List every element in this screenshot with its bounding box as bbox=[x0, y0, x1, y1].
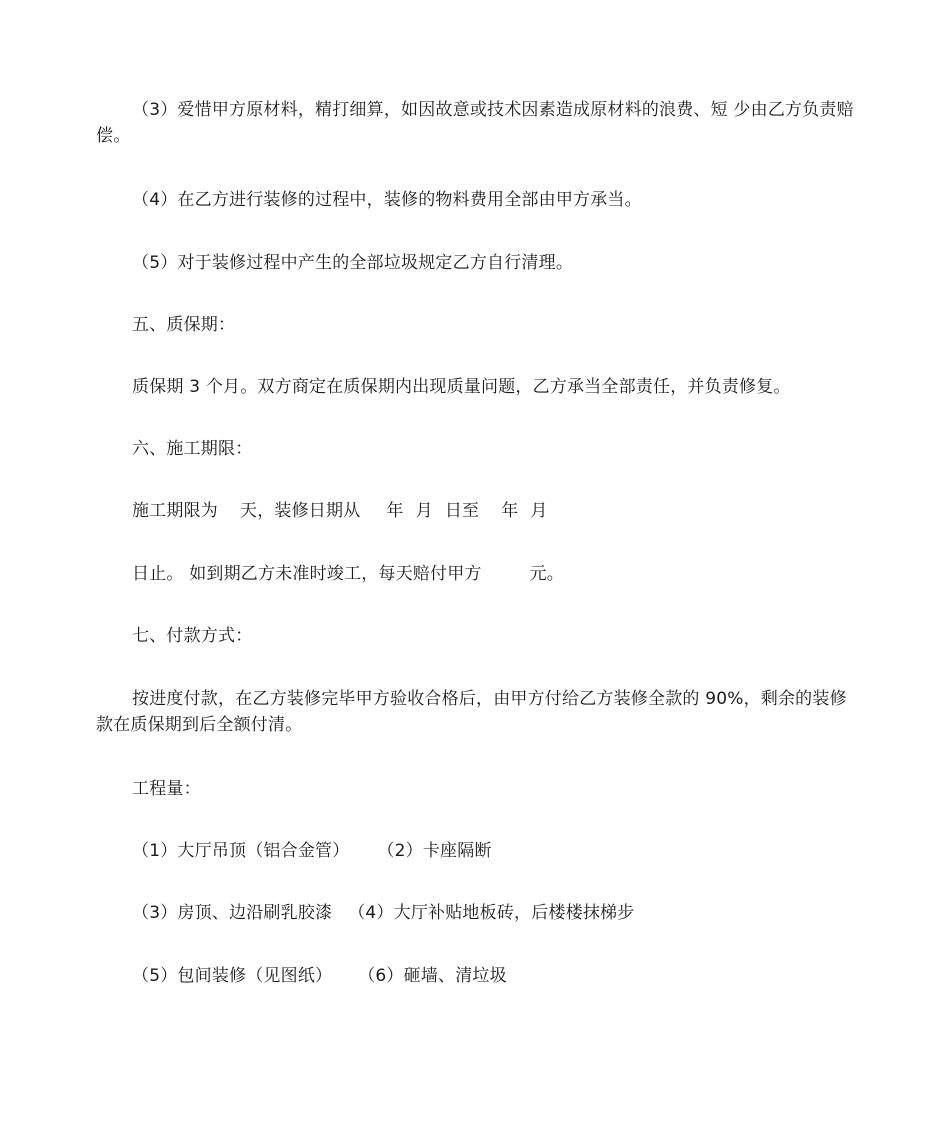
end-year-label: 年 bbox=[501, 501, 519, 521]
work-item-6: （6）砸墙、清垃圾 bbox=[358, 966, 507, 986]
construction-period-label: 施工期限为 bbox=[132, 501, 218, 521]
work-item-1: （1）大厅吊顶（铝合金管） bbox=[132, 841, 350, 861]
clause-item-3: （3）爱惜甲方原材料，精打细算，如因故意或技术因素造成原材料的浪费、短 少由乙方负责赔偿。 bbox=[96, 100, 854, 146]
end-month-label: 月 bbox=[530, 501, 548, 521]
start-day-to-label: 日至 bbox=[444, 501, 480, 521]
section-6-line-2 bbox=[132, 562, 564, 586]
work-heading: 工程量： bbox=[132, 779, 201, 799]
start-year-label: 年 bbox=[386, 501, 404, 521]
decoration-date-label: 天，装修日期从 bbox=[240, 501, 361, 521]
section-5-text: 质保期 3 个月。双方商定在质保期内出现质量问题，乙方承当全部责任，并负责修复。 bbox=[132, 377, 791, 397]
section-7-text: 按进度付款，在乙方装修完毕甲方验收合格后，由甲方付给乙方装修全款的 90%，剩余的装修款在质保期到后全额付清。 bbox=[96, 689, 847, 735]
section-7-heading: 七、付款方式： bbox=[132, 626, 253, 646]
section-6-heading: 六、施工期限： bbox=[132, 439, 253, 459]
clause-item-4: （4）在乙方进行装修的过程中，装修的物料费用全部由甲方承当。 bbox=[132, 190, 642, 210]
work-row-3 bbox=[132, 964, 507, 988]
clause-item-5: （5）对于装修过程中产生的全部垃圾规定乙方自行清理。 bbox=[132, 253, 574, 273]
work-row-2 bbox=[132, 901, 634, 925]
work-row-1 bbox=[132, 839, 492, 863]
penalty-text: 日止。 如到期乙方未准时竣工，每天赔付甲方 bbox=[132, 564, 482, 584]
work-item-5: （5）包间装修（见图纸） bbox=[132, 966, 333, 986]
work-item-2: （2）卡座隔断 bbox=[377, 841, 492, 861]
section-6-line-1 bbox=[132, 499, 548, 523]
start-month-label: 月 bbox=[415, 501, 433, 521]
work-item-4: （4）大厅补贴地板砖，后楼楼抹梯步 bbox=[348, 903, 635, 923]
section-5-heading: 五、质保期： bbox=[132, 315, 236, 335]
penalty-unit: 元。 bbox=[529, 564, 565, 584]
work-item-3: （3）房顶、边沿刷乳胶漆 bbox=[132, 903, 333, 923]
